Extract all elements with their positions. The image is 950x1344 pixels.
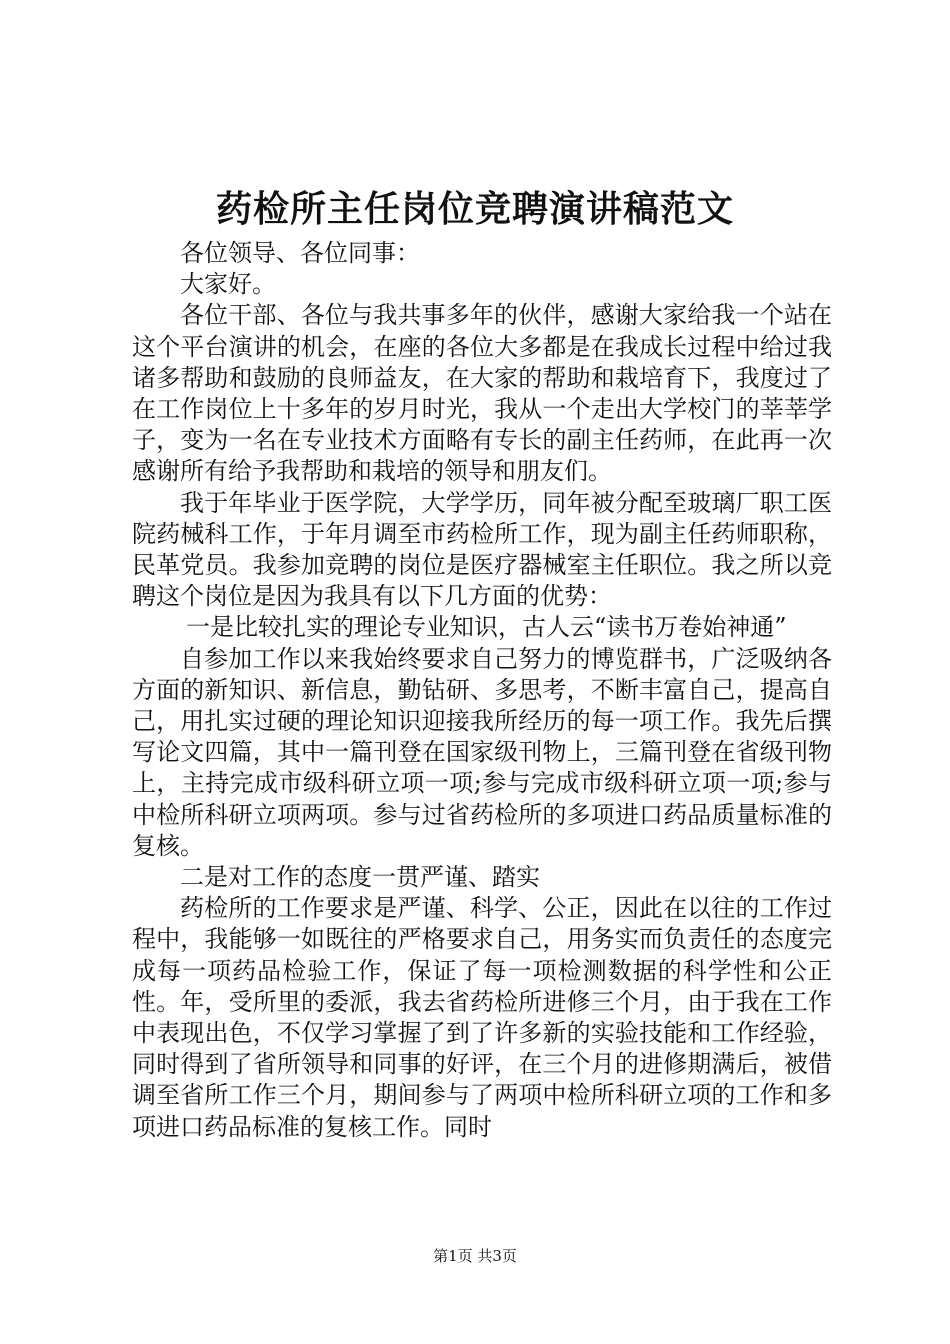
- page-number-footer: 第1页 共3页: [433, 1247, 517, 1265]
- paragraph-point-two: 药检所的工作要求是严谨、科学、公正，因此在以往的工作过程中，我能够一如既往的严格要求自己，用务实而负责任的态度完成每一项药品检验工作，保证了每一项检测数据的科学性和公正性。年，受所里的委派，我去省药检所进修三个月，由于我在工作中表现出色，不仅学习掌握了到了许多新的实验技能和工作经验，同时得到了省所领导和同事的好评，在三个月的进修期满后，被借调至省所工作三个月，期间参与了两项中检所科研立项的工作和多项进口药品标准的复核工作。同时: [132, 894, 832, 1141]
- greeting: 大家好。: [180, 270, 276, 299]
- salutation: 各位领导、各位同事：: [180, 239, 420, 267]
- paragraph-background: 我于年毕业于医学院，大学学历，同年被分配至玻璃厂职工医院药械科工作，于年月调至市药检所工作，现为副主任药师职称，民革党员。我参加竞聘的岗位是医疗器械室主任职位。我之所以竞聘这个岗位是因为我具有以下几方面的优势：: [132, 488, 832, 611]
- paragraph-point-one: 自参加工作以来我始终要求自己努力的博览群书，广泛吸纳各方面的新知识、新信息，勤钻研、多思考，不断丰富自己，提高自己，用扎实过硬的理论知识迎接我所经历的每一项工作。我先后撰写论文四篇，其中一篇刊登在国家级刊物上，三篇刊登在省级刊物上，主持完成市级科研立项一项;参与完成市级科研立项一项;参与中检所科研立项两项。参与过省药检所的多项进口药品质量标准的复核。: [132, 644, 832, 860]
- document-title: 药检所主任岗位竞聘演讲稿范文: [215, 188, 734, 230]
- document-body: [132, 238, 832, 1143]
- heading-point-one: 一是比较扎实的理论专业知识，古人云“读书万卷始神通”: [186, 613, 787, 642]
- heading-point-two: 二是对工作的态度一贯严谨、踏实: [180, 863, 540, 892]
- paragraph-intro: 各位干部、各位与我共事多年的伙伴，感谢大家给我一个站在这个平台演讲的机会，在座的各位大多都是在我成长过程中给过我诸多帮助和鼓励的良师益友，在大家的帮助和栽培育下，我度过了在工作岗位上十多年的岁月时光，我从一个走出大学校门的莘莘学子，变为一名在专业技术方面略有专长的副主任药师，在此再一次感谢所有给予我帮助和栽培的领导和朋友们。: [132, 301, 832, 486]
